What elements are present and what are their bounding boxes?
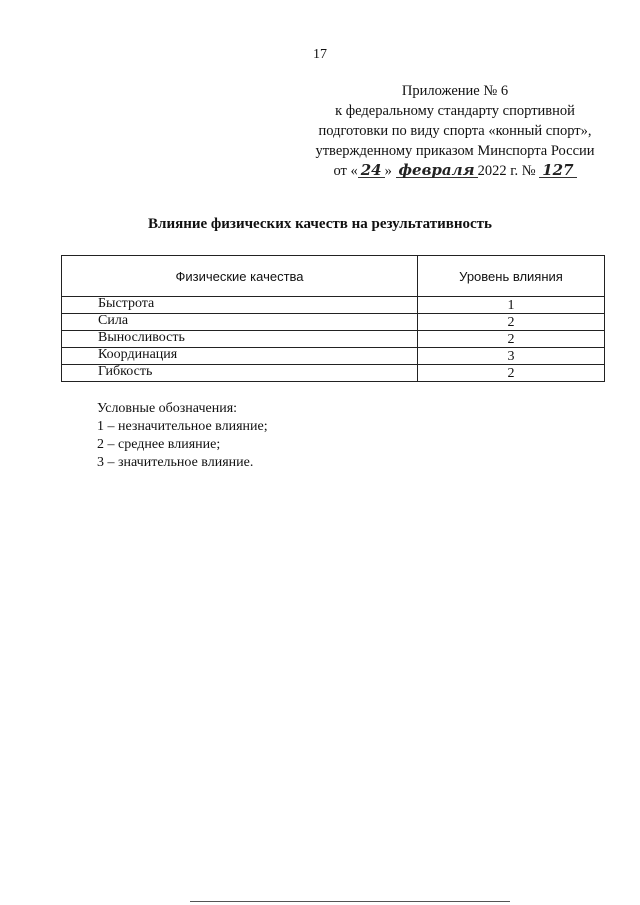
level-cell: 3 xyxy=(418,348,605,365)
quality-cell: Выносливость xyxy=(62,331,418,348)
year-text: 2022 г. № xyxy=(477,163,536,179)
appendix-line-2: к федеральному стандарту спортивной xyxy=(335,103,575,119)
quality-cell: Быстрота xyxy=(62,297,418,314)
table-row xyxy=(62,314,605,331)
handwritten-month: февраля xyxy=(396,163,478,178)
level-cell: 1 xyxy=(418,297,605,314)
scan-edge-line xyxy=(190,901,510,902)
legend-block xyxy=(97,400,268,472)
quality-cell: Сила xyxy=(62,314,418,331)
table-row xyxy=(62,331,605,348)
appendix-line-3: подготовки по виду спорта «конный спорт», xyxy=(318,123,592,139)
header-quality: Физические качества xyxy=(62,256,418,297)
table-row xyxy=(62,365,605,382)
legend-item: 1 – незначительное влияние; xyxy=(97,419,268,434)
date-mid: » xyxy=(384,163,392,179)
appendix-block xyxy=(300,81,610,181)
appendix-date-line xyxy=(300,161,610,181)
influence-table xyxy=(61,255,605,382)
legend-heading: Условные обозначения: xyxy=(97,401,238,416)
table-header-row xyxy=(62,256,605,297)
legend-item: 3 – значительное влияние. xyxy=(97,455,254,470)
appendix-title: Приложение № 6 xyxy=(401,83,509,99)
document-title: Влияние физических качеств на результативность xyxy=(148,216,492,232)
appendix-line-4: утвержденному приказом Минспорта России xyxy=(315,143,595,159)
level-cell: 2 xyxy=(418,331,605,348)
date-prefix: от « xyxy=(333,163,358,179)
table-row xyxy=(62,348,605,365)
legend-item: 2 – среднее влияние; xyxy=(97,437,221,452)
quality-cell: Координация xyxy=(62,348,418,365)
table-row xyxy=(62,297,605,314)
header-level: Уровень влияния xyxy=(418,256,605,297)
level-cell: 2 xyxy=(418,365,605,382)
handwritten-day: 24 xyxy=(358,163,385,178)
page-number: 17 xyxy=(313,47,327,62)
level-cell: 2 xyxy=(418,314,605,331)
quality-cell: Гибкость xyxy=(62,365,418,382)
handwritten-order-number: 127 xyxy=(539,163,576,178)
